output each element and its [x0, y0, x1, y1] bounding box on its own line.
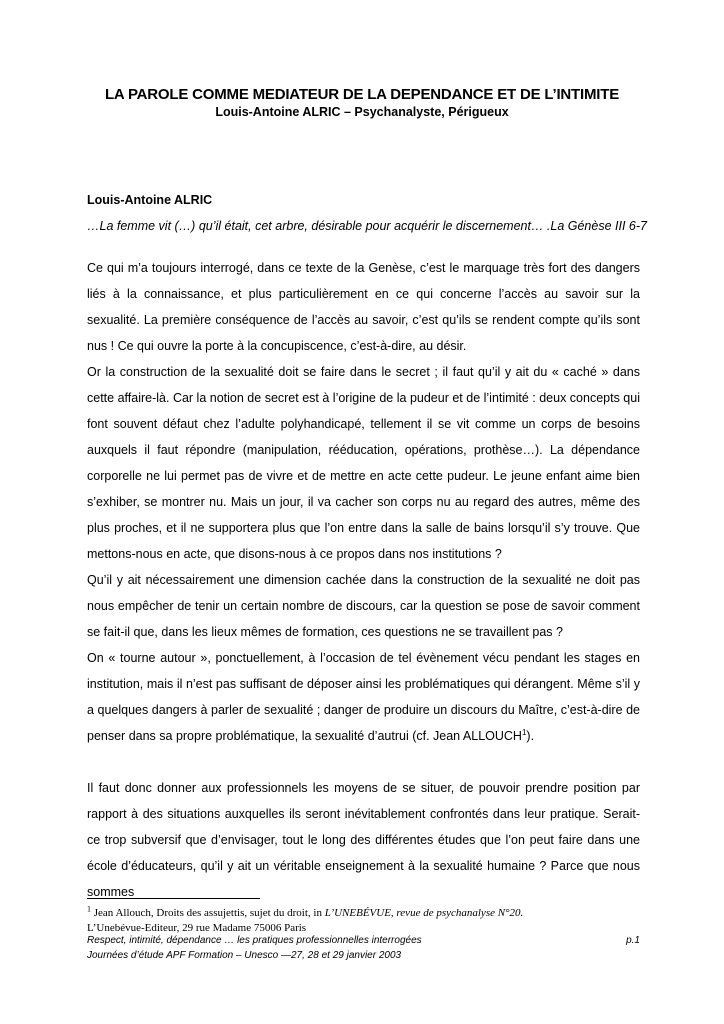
paragraph-4 — [87, 645, 640, 749]
paragraph-4-text: On « tourne autour », ponctuellement, à l’occasion de tel évènement vécu pendant les stages en institution, mais il n’est pas suffisant de déposer ainsi les problématiques qui dérangent. Même s’il y a quelques dangers à parler de sexualité ; danger de produire un discours du Maître, c’est-à-dire de penser dans sa propre problématique, la sexualité d’autrui (cf. Jean ALLOUCH — [87, 651, 640, 743]
body-section-3 — [87, 775, 640, 905]
page-number: p.1 — [626, 935, 640, 946]
footnote-text: Jean Allouch, Droits des assujettis, sujet du droit, in — [91, 907, 325, 919]
epigraph: …La femme vit (…) qu’il était, cet arbre, désirable pour acquérir le discernement… .La Génèse III 6-7 — [87, 219, 647, 233]
paragraph-3: Qu’il y ait nécessairement une dimension cachée dans la construction de la sexualité ne doit pas nous empêcher de tenir un certain nombre de discours, car la question se pose de savoir comment se fait-il que, dans les lieux mêmes de formation, ces questions ne se travaillent pas ? — [87, 573, 640, 639]
paragraph-4-end: ). — [526, 729, 535, 743]
body-section-2 — [87, 567, 640, 749]
footer-title: Respect, intimité, dépendance … les pratiques professionnelles interrogées — [87, 935, 422, 946]
footnote-reference[interactable]: 1 — [521, 727, 527, 737]
author-name: Louis-Antoine ALRIC — [87, 193, 213, 207]
footnote-source: L’UNEBÉVUE, revue de psychanalyse N°20. — [324, 907, 524, 919]
footnote-line-1 — [87, 904, 524, 919]
paragraph-5: Il faut donc donner aux professionnels les moyens de se situer, de pouvoir prendre position par rapport à des situations auxquelles ils seront inévitablement confrontés dans leur pratique. Serait-ce trop subversif que d’envisager, tout le long des différentes études que l’on peut faire dans une école d’éducateurs, qu’il y ait un véritable enseignement à la sexualité humaine ? Parce que nous sommes — [87, 781, 640, 899]
footnote-line-2: L’Unebévue-Editeur, 29 rue Madame 75006 Paris — [87, 922, 307, 934]
body-section-1 — [87, 255, 640, 567]
paragraph-2: Or la construction de la sexualité doit se faire dans le secret ; il faut qu’il y ait du « caché » dans cette affaire-là. Car la notion de secret est à l’origine de la pudeur et de l’intimité : deux concepts qui font souvent défaut chez l’adulte polyhandicapé, tellement il se vit comme un corps de besoins auxquels il faut répondre (manipulation, rééducation, opérations, prothèse…). La dépendance corporelle ne lui permet pas de vivre et de mettre en acte cette pudeur. Le jeune enfant aime bien s’exhiber, se montrer nu. Mais un jour, il va cacher son corps nu au regard des autres, même des plus proches, et il ne supportera plus que l’on entre dans la salle de bains lorsqu’il s’y trouve. Que mettons-nous en acte, que disons-nous à ce propos dans nos institutions ? — [87, 365, 640, 561]
footnote-number: 1 — [87, 904, 91, 914]
document-title: LA PAROLE COMME MEDIATEUR DE LA DEPENDANCE ET DE L’INTIMITE — [104, 86, 620, 103]
footer-line-2: Journées d’étude APF Formation – Unesco —27, 28 et 29 janvier 2003 — [87, 950, 402, 961]
footnote-divider — [87, 898, 260, 899]
footer-line-1 — [87, 935, 640, 946]
document-subtitle: Louis-Antoine ALRIC – Psychanalyste, Périgueux — [215, 105, 509, 119]
paragraph-1: Ce qui m’a toujours interrogé, dans ce texte de la Genèse, c’est le marquage très fort des dangers liés à la connaissance, et plus particulièrement en ce qui concerne l’accès au savoir sur la sexualité. La première conséquence de l’accès au savoir, c’est qu’ils se rendent compte qu’ils sont nus ! Ce qui ouvre la porte à la concupiscence, c’est-à-dire, au désir. — [87, 261, 640, 353]
